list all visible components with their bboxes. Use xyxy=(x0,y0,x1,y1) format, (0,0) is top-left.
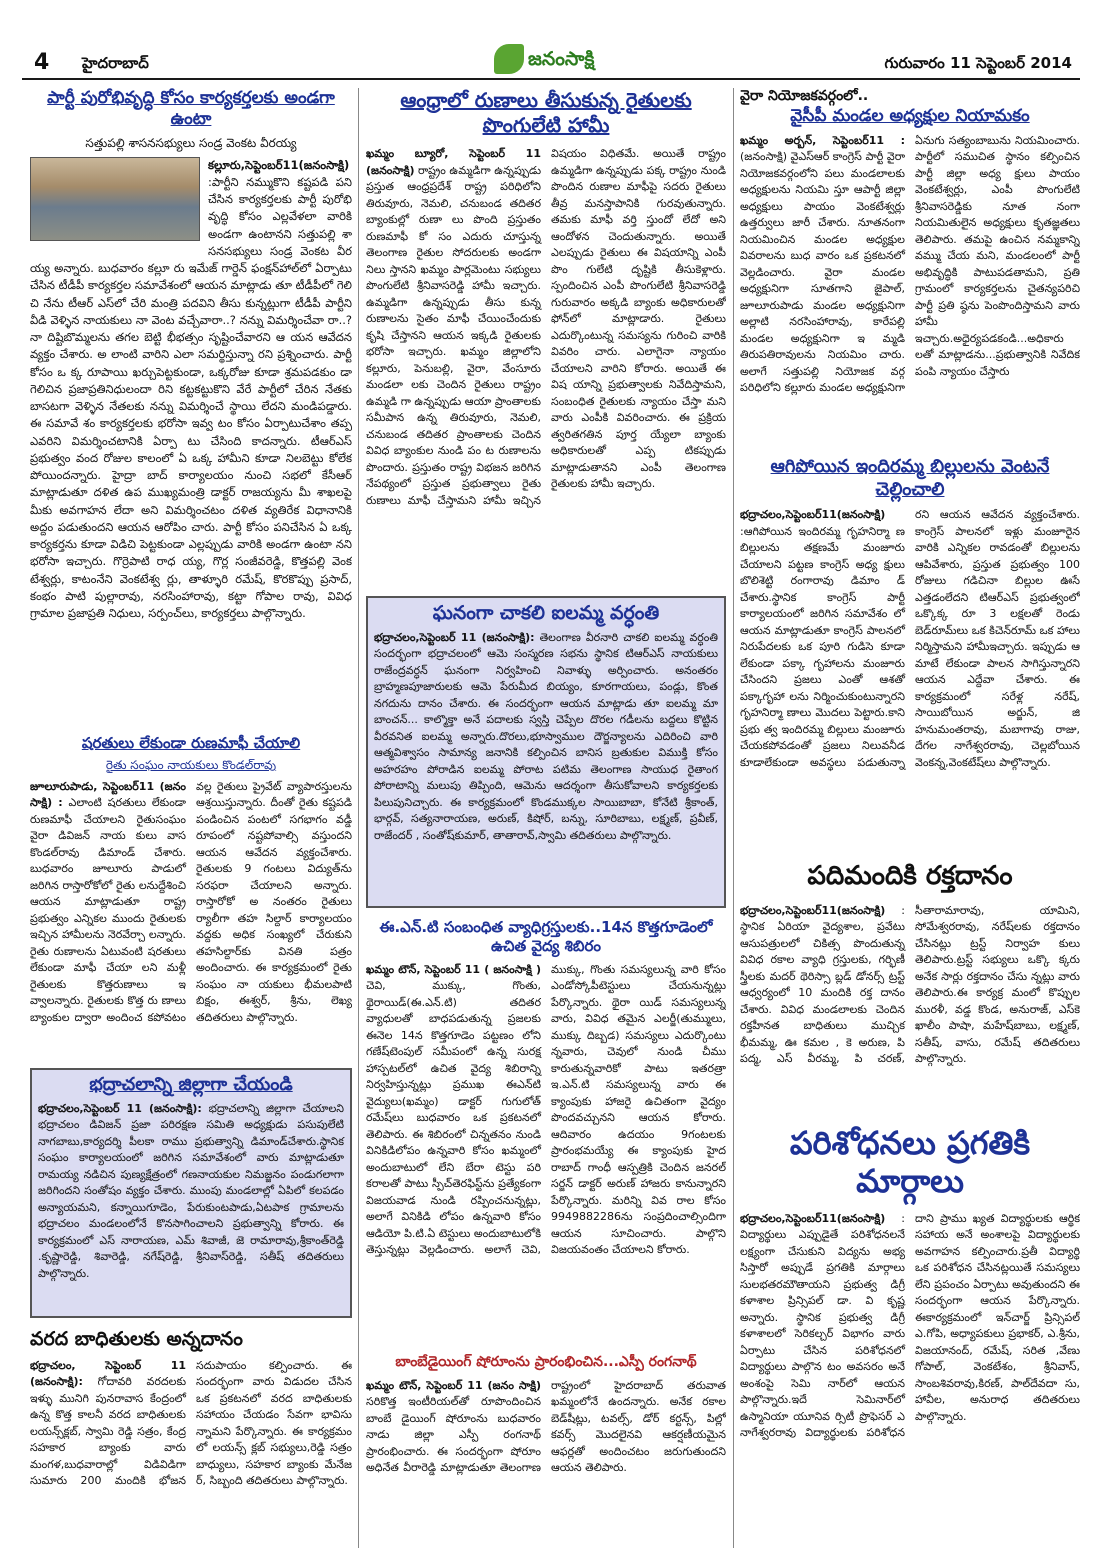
dateline: ఖమ్మం అర్బన్, సెప్టెంబర్11 : xyxy=(740,133,905,147)
page-number: 4 xyxy=(34,50,50,75)
dateline: ఖమ్మం టౌన్, సెప్టెంబర్ 11 ( జనంసాక్షి ) xyxy=(366,962,541,976)
dateline: కల్లూరు,సెప్టెంబర్11(జనంసాక్షి) xyxy=(208,157,350,172)
article-body: ఎలాంటి షరతులు లేకుండా రుణమాఫీ చేయాలని రైతుసంఘం వైరా డివిజన్ నాయ కులు వాస కొండల్‌రావు డిమాండ్ చేశారు. బుధవారం జూలూరు పాడులో జరిగిన రాస్తారోకోలో రైతు లనుద్దేశించి ఆయన మాట్లాడుతూ రాష్ట్ర ప్రభుత్వం ఎన్నికల ముందు రైతులకు ఇచ్చిన హామీలను నెరవేర్చా లన్నారు. రైతు రుణాలను ఏటువంటి షరతులు లేకుండా మాఫీ చేయా లని మళ్లీ రైతులకు కొత్తరుణాలు ఇ వ్వాలన్నారు. రైతులకు కొత్త రు ణాలు బ్యాంకుల ద్వారా అందించ కపోవటం వల్ల రైతులు ప్రైవేట్ వ్యాపారస్తులను ఆశ్రయిస్తున్నారు. దీంతో రైతు కష్టపడి పండించిన పంటలో సగభాగం వడ్డీ రూపంలో నష్టపోవాల్సి వస్తుందని ఆయన ఆవేదన వ్యక్తంచేశారు. రైతులకు 9 గంటలు విద్యుత్‌ను సరఫరా చేయాలని అన్నారు. రాస్తారోకో అ నంతరం రైతులు ర్యాలీగా తహ సిల్దార్ కార్యాలయం వద్దకు అధిక సంఖ్యలో చేరుకుని తహసిల్దార్‌కు వినతి పత్రం అందించారు. ఈ కార్యక్రమంలో రైతు సంఘం నా యకులు భీమలపాటి బిక్షం, ఈశ్వర్, శ్రీను, లెఖ్య తదితరులు పాల్గొన్నారు. xyxy=(30,779,352,1024)
subhead: రైతు సంఘం నాయకులు కొండల్‌రావు xyxy=(105,757,277,772)
headline: ఈ.ఎన్.టి సంబంధిత వ్యాధిగ్రస్తులకు..14న కొత్తగూడెంలో ఉచిత వైద్య శిబిరం xyxy=(379,918,713,955)
dateline: ఖమ్మం టౌన్, సెప్టెంబర్ 11 (జనం సాక్షి) xyxy=(366,1378,541,1392)
headline: వైసీపీ మండల అధ్యక్షుల నియామకం xyxy=(790,105,1030,126)
headline: షరతులు లేకుండా రుణమాఫీ చేయాలి xyxy=(81,734,301,752)
dateline: భద్రాచలం,సెప్టెంబర్11(జనంసాక్షి) xyxy=(740,1211,886,1225)
dateline: జూలూరుపాడు, సెప్టెంబర్11 (జనం సాక్షి) : xyxy=(30,779,186,810)
kicker: వైరా నియోజకవర్గంలో.. xyxy=(740,88,869,104)
logo xyxy=(494,42,594,76)
article-loan-waiver xyxy=(30,734,352,1054)
article-party-development xyxy=(30,88,352,718)
article-body: గోదావరి వరదలకు ఇళ్ళు మునిగి పునరావాస కేంద్రంలో ఉన్న కొత్త కాలనీ వరద బాధితులకు లయన్స్‌క్లబ్, స్వామి రెడ్డి సత్రం, కేంద్ర సహకార బ్యాంకు వారు మంగళ,బుధవారాల్లో విడివిడిగా సుమారు 200 మందికి భోజన సదుపాయం కల్పించారు. ఈ సందర్భంగా వారు విడుదల చేసిన ఒక ప్రకటనలో వరద బాధితులకు సహాయం చేయడం సేవగా భావిసు న్నామని పేర్కొన్నారు. ఈ కార్యక్రమం లో లయన్స్ క్లబ్ సభ్యులు,రెడ్డి సత్రం బాధ్యులు, సహకార బ్యాంకు మేనేజ ర్, సిబ్బంది తదితరులు పాల్గొన్నారు. xyxy=(30,1358,352,1488)
article-bombay-dyeing xyxy=(366,1354,726,1550)
dateline: భద్రాచలం,సెప్టెంబర్ 11 (జనంసాక్షి): xyxy=(38,1101,202,1115)
article-research xyxy=(740,1124,1080,1550)
article-flood-relief xyxy=(30,1328,352,1550)
article-bhadrachalam-district xyxy=(30,1068,352,1318)
dateline: ఖమ్మం బ్యూరో, సెప్టెంబర్ 11 (జనంసాక్షి) xyxy=(366,147,541,177)
column-divider xyxy=(733,88,734,1548)
article-body: (జనంసాక్షి) వైఎస్‌ఆర్ కాంగ్రెస్ పార్టీ వైరా నియోజకవర్గంలోని పలు మండలాలకు అధ్యక్షులను నియమి స్తూ ఆపార్టీ జిల్లా అధ్యక్షులు పాయం వెంకటేశ్వర్లు ఉత్తర్వులు జారీ చేశారు. నూతనంగా నియమించిన మండల అధ్యక్షుల వివరాలను బుధ వారం ఒక ప్రకటనలో వెల్లడించారు. వైరా మండల అధ్యక్షునిగా సూతగాని జైపాల్, జూలూరుపాడు మండల అధ్యక్షునిగా అల్లాటి నరసింహారావు, కారేపల్లి మండల అధ్యక్షునిగా ఇ మ్మడి తిరుపతిరావులను నియమిం చారు. అలాగే సత్తుపల్లి నియోజక వర్గ పరిధిలోని కల్లూరు మండల అధ్యక్షునిగా ఏనుగు సత్యంబాబును నియమించారు. పార్టీలో సముచిత స్థానం కల్పించిన పార్టీ జిల్లా అధ్య క్షులు పాయం వెంకటేశ్వర్లు, ఎంపీ పొంగులేటి శ్రీనివాసరెడ్డికు నూత నంగా నియమితులైన అధ్యక్షులు కృతజ్ఞతలు తెలిపారు. తమపై ఉంచిన నమ్మకాన్ని వమ్ము చేయ మని, మండలంలో పార్టీ అభివృద్ధికి పాటుపడతామని, ప్రతి గ్రామంలో కార్యకర్తలను చైతన్యపరిచి పార్టీ ప్రతి ష్ఠను పెంపొందిస్తామని వారు హామీ ఇచ్చారు.అధైర్యపడకండి...అధికారు లతో మాట్లాడను...ప్రభుత్వానికి నివేదిక పంపి న్యాయం చేస్తారు xyxy=(740,133,1080,395)
article-body: తెలంగాణ వీరనారి చాకలి ఐలమ్మ వర్ధంతి సందర్భంగా భద్రాచలంలో ఆమె సంస్మరణ సభను స్థానిక టిఆర్‌ఎస్ నాయకులు రాజేంద్రవర్ధన్ ఘనంగా నిర్వహించి నివాళ్ళు అర్పించారు. అనంతరం బ్రాహ్మణపూజారులకు ఆమె పేరుమీద బియ్యం, కూరగాయలు, పండ్లు, కొంత నగదును దానం చేశారు. ఈ సందర్భంగా ఆయన మాట్లాడు తూ ఐలమ్మ మా బాంచన్... కాల్మొక్తా అనే పదాలకు స్వస్తి చెప్పేల దొరల గడీలను బద్దలు కొట్టిన వీరవనిత ఐలమ్మ అన్నారు.దొరలు,భూస్వాముల దౌర్జన్యాలను ఎదిరించి వారి ఆత్మవిశ్వాసం సామాన్య జనానికి కల్పించిన బానిస బ్రతుకుల విముక్తి కోసం అహరహం పోరాడిన ఐలమ్మ పోరాట పటిమ తెలంగాణ సాయుధ రైతాంగ పోరాటాన్ని మలుపు తిప్పింది, ఆమెను ఆదర్శంగా తీసుకోవాలని కార్యకర్తలకు పిలుపునిచ్చారు. ఈ కార్యక్రమంలో కొండముక్కల సాయిబాబా, కోనేటి శ్రీకాంత్, భార్గవ్, సత్యనారాయణ, అరుణ్, కిషోర్, బన్ను, సూరిబాబు, లక్ష్మణ్, ప్రవీణ్, రాజేందర్ , సంతోష్‌కుమార్, తాతారావ్,స్వామి తదితరులు పాల్గొన్నారు. xyxy=(374,630,718,842)
headline: పదిమందికి రక్తదానం xyxy=(807,861,1013,891)
article-body: భద్రాచలాన్ని జిల్లాగా చేయాలని భద్రాచలం డివిజన్ ప్రజా పరిరక్షణ సమితి అధ్యక్షుడు పసుపులేటి నాగబాబు,కార్యదర్శి పీలకా రాము ప్రభుత్వాన్ని డిమాండ్‌చేశారు.స్థానిక సంఘం కార్యాలయంలో జరిగిన సమావేశంలో వారు మాట్లాడుతూ రామయ్య నడిచిన పుణ్యక్షేత్రంలో గణనాయకుల నిమజ్జనం పండుగలాగా జరిగిందని సంతోషం వ్యక్తం చేశారు. ముంపు మండలాల్లో ఏపిలో కలపడం అన్యాయమని, కన్నాయిగూడెం, పేరుకుంటపాడు,ఏటపాక గ్రామాలను భద్రాచలం మండలంలోనే కొనసాగించాలని ప్రభుత్వాన్ని కోరారు. ఈ కార్యక్రమంలో ఎస్ నారాయణ, ఎమ్ శివాజీ, జె రామారావు,శ్రీకాంత్‌రెడ్డి .కృష్ణారెడ్డి, శివారెడ్డి, నగేష్‌రెడ్డి, శ్రీనివాస్‌రెడ్డి, సతీష్ తదితరులు పాల్గొన్నారు. xyxy=(38,1101,344,1280)
masthead xyxy=(22,40,1080,80)
article-body: :పార్టీని నమ్ముకొని కష్టపడి పని చేసిన కార్యకర్తలకు పార్టీ పురోభి వృద్ధి కోసం ఎల్లవేళలా వారికి అండగా ఉంటానని సత్తుపల్లి శా సనసభ్యులు సండ్ర వెంకట వీర య్య అన్నారు. బుధవారం కల్లూ రు ఇమేజ్ గార్డెన్ ఫంక్షన్‌హాల్‌లో ఏర్పాటు చేసిన టీడీపీ కార్యకర్తల సమావేశంలో ఆయన మాట్లాడు తూ టీడీపీలో గెలి చి నేను టీఆర్ ఎస్‌లో చేరి మంత్రి పదవిని తీసు కున్నట్లుగా టీడీపీ పార్టీని వీడి వెళ్ళిన నాయకులు నా వెంట వచ్చేవారా..? నన్ను విమర్శించేవా రా..? నా దిష్టిబొమ్మలను తగల బెట్టి భీభత్సం సృష్టించేవారని ఆ యన ఆవేదన వ్యక్తం చేశారు. అ లాంటి వారిని ఎలా సమర్థిస్తున్నా రని ప్రశ్నించారు. పార్టీ కోసం ఒ క్క రూపాయి ఖర్చుపెట్టకుండా, ఒక్కరోజు కూడా శ్రమపడకుం డా గెలిచిన ప్రజాప్రతినిధులందా రిని కట్టకట్టుకొని వేరే పార్టీలో చేరిన నేతకు బాసటగా వెళ్ళిన నేతలకు నన్ను విమర్శించే స్థాయి లేదని మండిపడ్డారు. ఈ సమావే శం కార్యకర్తలకు భరోసా ఇవ్వ టం కోసం ఏర్పాటుచేశాం తప్ప ఎవరిని విమర్శించటానికి ఏర్పా టు చేసింది కాదన్నారు. టీఆర్‌ఎస్ ప్రభుత్వం వంద రోజుల కాలంలో ఏ ఒక్క హామీని కూడా నిలబెట్టు కోలేక పోయిందన్నారు. హైద్రా బాద్ కార్యాలయం నుంచి సభలో కేసీఆర్ మాట్లాడుతూ దళిత ఉప ముఖ్యమంత్రి డాక్టర్ రాజయ్యను మీ శాఖలపై మీకు అవగాహన లేదా అని విమర్శించటం దళిత వ్యతిరేక విధానానికి అద్దం పడుతుందని ఆయన ఆరోపిం చారు. పార్టీ కోసం పనిచేసిన ఏ ఒక్క కార్యకర్తను కూడా విడిచి పెట్టకుండా ఎల్లప్పుడు వారికి అండగా ఉంటా నని భరోసా ఇచ్చారు. గొర్రెపాటి రాధ య్య, గొర్ల సంజీవరెడ్డి, కొత్తపల్లి వెంక టేశ్వర్లు, కాటంనేని వెంకటేశ్వ ర్లు, తాళ్ళూరి రమేష్, కొరకొప్పు ప్రసాద్, కంభం పాటి పుల్లారావు, నరసింహారావు, కట్టా గోపాల రావు, వివిధ గ్రామాల ప్రజాప్రతి నిధులు, సర్పంచ్‌లు, కార్యకర్తలు పాల్గొన్నారు. xyxy=(30,174,352,620)
article-body: సరికొత్త ఇంటీరియల్‌తో రూపొందించిన బాంబే డైయింగ్ షోరూంను బుధవారం నాడు జిల్లా ఎస్పీ రంగనాథ్ ప్రారంభించారు. ఈ సందర్భంగా షోరూం అధినేత వీరారెడ్డి మాట్లాడుతూ తెలంగాణ రాష్ట్రంలో హైదరాబాద్ తరువాత ఖమ్మంలోనే ఉందన్నారు. అనేక రకాల బెడ్‌షీట్లు, టవల్స్, డోర్ కర్టన్స్, పిల్లో కవర్స్ మొదలైనవి ఆకర్షణీయమైన ఆఫర్లతో అందించటం జరుగుతుందని ఆయన తెలిపారు. xyxy=(366,1378,726,1474)
dateline: భద్రాచలం,సెప్టెంబర్11(జనంసాక్షి) xyxy=(740,508,886,521)
article-indiramma xyxy=(740,456,1080,834)
headline: వరద బాధితులకు అన్నదానం xyxy=(30,1328,243,1350)
logo-text: జనంసాక్షి xyxy=(528,47,595,70)
headline: ఆంధ్రాలో రుణాలు తీసుకున్న రైతులకు పొంగులేటి హామీ xyxy=(400,88,692,137)
article-ponguleti xyxy=(366,88,726,588)
article-ent-camp xyxy=(366,918,726,1348)
article-body: రాష్ట్రం ఉమ్మడిగా ఉన్నప్పుడు ప్రస్తుత ఆంధ్రప్రదేశ్ రాష్ట్ర పరిధిలోని తిరువూరు, నెమలి, చనుబండ తదితర బ్యాంకుల్లో రుణా లు పొంది ప్రస్తుతం రుణమాఫీ కో సం ఎదురు చూస్తున్న తెలంగాణ రైతుల సోదరులకు అండగా నిలు స్తానని ఖమ్మం పార్లమెంటు సభ్యులు పొంగులేటి శ్రీనివాసరెడ్డి హామీ ఇచ్చారు. ఉమ్మడిగా ఉన్నప్పుడు తీసు కున్న రుణాలను సైతం మాఫీ చేయించేందుకు కృషి చేస్తానని ఆయన ఇక్కడి రైతులకు భరోసా ఇచ్చారు. ఖమ్మం జిల్లాలోని కల్లూరు, పెనుబల్లి, వైరా, వేంసూరు మండలా లకు చెందిన రైతులు రాష్ట్రం ఉమ్మడి గా ఉన్నప్పుడు ఆయా ప్రాంతాలకు సమీపాన ఉన్న తిరువూరు, నెమలి, చనుబండ తదితర ప్రాంతాలకు చెందిన వివిధ బ్యాంకుల నుండి పం ట రుణాలను పొందారు. ప్రస్తుతం రాష్ట్ర విభజన జరిగిన నేపథ్యంలో ప్రస్తుత ప్రభుత్వాలు రైతు రుణాలు మాఫీ చేస్తామని హామీ ఇచ్చిన విషయం విధితమే. అయితే రాష్ట్రం ఉమ్మడిగా ఉన్నప్పుడు పక్క రాష్ట్రం నుండి పొందిన రుణాల మాఫీపై సదరు రైతులు తీవ్ర మనస్తాపానికి గురవుతున్నారు. తమకు మాఫీ వర్తి స్తుందో లేదో అని ఆందోళన చెందుతున్నారు. అయితే ఎలప్పుడు రైతులు ఈ విషయాన్ని ఎంపీ పొం గులేటి దృష్టికి తీసుకెళ్లారు. స్పందించిన ఎంపీ పొంగులేటి శ్రీనివాసరెడ్డి గురువారం అక్కడి బ్యాంకు అధికారులతో ఫోన్‌లో మాట్లాడారు. రైతులు ఎదుర్కొంటున్న సమస్యను గురించి వారికి వివరిం చారు. ఎలాగైనా న్యాయం చేయాలని వారిని కోరారు. అయితే ఈ విష యాన్ని ప్రభుత్వాలకు నివేదిస్తామని, సంబంధిత రైతులకు న్యాయం చేస్తా మని వారు ఎంపీకి వివరించారు. ఈ ప్రక్రియ త్వరితగతిన పూర్త య్యేలా బ్యాంకు అధికారులతో ఎప్ప టికప్పుడు మాట్లాడుతానని ఎంపీ తెలంగాణ రైతులకు హామీ ఇచ్చారు. xyxy=(366,147,726,507)
article-ilamma xyxy=(366,596,726,908)
dateline: భద్రాచలం,సెప్టెంబర్11(జనంసాక్షి) xyxy=(740,903,886,917)
headline: బాంబేడైయింగ్ షోరూంను ప్రారంభించిన...ఎస్పీ రంగనాథ్ xyxy=(395,1354,697,1370)
article-ysrcp xyxy=(740,88,1080,446)
edition-city: హైదరాబాద్ xyxy=(82,54,149,72)
article-body: చెవి, ముక్కు, గొంతు, థైరాయిడ్(ఈ.ఎన్.టి) తదితర వ్యాధులతో బాధపడుతున్న ప్రజలకు ఈనెల 14న కొత్తగూడెం పట్టణం లోని గణేష్‌టెంపుల్ సమీపంలో ఉన్న సురక్ష హాస్పటల్‌లో ఉచిత వైద్య శిబిరాన్ని నిర్వహిస్తున్నట్లు ప్రముఖ ఈఎన్‌టి వైద్యులు(ఖమ్మం) డాక్టర్ గుగులోత్ రమేష్‌లు బుధవారం ఒక ప్రకటనలో తెలిపారు. ఈ శిబిరంలో చిన్నతనం నుండి వినికిడిలోపం ఉన్నవారి కోసం ఖమ్మంలో అందుబాటులో లేని బేరా టెస్టు పరి కరాలతో పాటు స్పీచ్‌తెరఫిస్ట్‌ను ప్రత్యేకంగా విజయవాడ నుండి రప్పించనున్నట్లు, అలాగే వినికిడి లోపం ఉన్నవారి కోసం ఆడియో పి.టి.ఏ టెస్టులు అందుబాటులోకి తెస్తున్నట్లు వెల్లడించారు. అలాగే చెవి, ముక్కు, గొంతు సమస్యలున్న వారి కోసం ఎండోస్కోపీటెస్టులు చేయనున్నట్లు పేర్కొన్నారు. థైరా యిడ్ సమస్యలున్న వారు, వివిధ తమైన ఎలర్జీ(తుమ్ములు, ముక్కు దిబ్బడ) సమస్యలు ఎదుర్కొంటు న్నవారు, చెవులో నుండి చీము కారుతున్నవారికో పాటు ఇతరత్రా ఇ.ఎన్.టి సమస్యలున్న వారు ఈ క్యాంపుకు హాజరై ఉచితంగా వైద్యం పొందవచ్చునని ఆయన కోరారు. ఆదివారం ఉదయం 9గంటలకు ప్రారంభమయ్యే ఈ క్యాంపుకు హైద రాబాద్ గాంధీ ఆస్పత్రికి చెందిన జనరల్ సర్జన్ డాక్టర్ అరుణ్ హాజరు కానున్నారని పేర్కొన్నారు. మరిన్ని వివ రాల కోసం 9949882286ను సంప్రదించాల్సిందిగా ఆయన సూచించారు. పాల్గొని విజయవంతం చేయాలని కోరారు. xyxy=(366,962,726,1256)
issue-date: గురువారం 11 సెప్టెంబర్ 2014 xyxy=(884,54,1072,72)
headline: భద్రాచలాన్ని జిల్లాగా చేయండి xyxy=(89,1074,293,1095)
leaf-logo-icon xyxy=(494,44,524,74)
article-body: :ఆగిపోయిన ఇందిరమ్మ గృహనిర్మా ణ బిల్లులను తక్షణమే మంజూరు చేయాలని పట్టణ కాంగ్రెస్ అధ్య క్షులు బొలిశెట్టి రంగారావు డిమాం డ్ చేశారు.స్థానిక కాంగ్రెస్ పార్టీ కార్యాలయంలో జరిగిన సమావేశం లో ఆయన మాట్లాడుతూ కాంగ్రెస్ పాలనలో నిరుపేదలకు ఒక పూరి గుడిసె కూడా లేకుండా పక్కా గృహాలను మంజూరు చేసిందని ప్రజలు ఎంతో ఆశతో పక్కాగృహా లను నిర్మించుకుంటున్నారని గృహనిర్మా ణాలు మొదలు పెట్టారు.కాని ప్రభు త్వ ఇందిరమ్మ బిల్లులు మంజూరు చేయకపోవడంతో ప్రజలు నిలువనీడ కూడాలేకుండా అవస్థలు పడుతున్నా రని ఆయన ఆవేదన వ్యక్తంచేశారు. కాంగ్రెస్ పాలనలో ఇళ్లు మంజూరైన వారికి ఎన్నికల రావడంతో బిల్లులను ఆపివేశారు, ప్రస్తుత ప్రభుత్వం 100 రోజులు గడిచినా బిల్లుల ఊసే ఎత్తడంలేదని టిఆర్‌ఎస్ ప్రభుత్వంలో ఒక్కొక్క రూ 3 లక్షలతో రెండు బెడ్‌రూమ్‌లు ఒక కిచెన్‌రూమ్ ఒక హాలు నిర్మిస్తామని హామీఇచ్చారు. ఇప్పుడు ఆ మాటే లేకుండా పాలన సాగిస్తున్నారని ఆయన ఎద్దేవా చేశారు. ఈ కార్యక్రమంలో సరేళ్ల నరేష్, సాయిబోయిన అర్జున్, జి హనుమంతరావు, మబాగావు రాజు, దేగల నాగేశ్వరరావు, చెల్లబోయిన వెంకన్న,వెంకటేష్‌లు పాల్గొన్నారు. xyxy=(740,508,1080,769)
dateline: భద్రాచలం,సెప్టెంబర్ 11 (జనంసాక్షి): xyxy=(374,630,535,644)
headline: ఆగిపోయిన ఇందిరమ్మ బిల్లులను వెంటనే చెల్లించాలి xyxy=(770,456,1050,500)
news-photo xyxy=(30,157,200,241)
dateline: భద్రాచలం, సెప్టెంబర్ 11 (జనంసాక్షి): xyxy=(30,1358,186,1389)
column-divider xyxy=(358,88,359,1548)
headline: పార్టీ పురోభివృద్ధి కోసం కార్యకర్తలకు అండగా ఉంటా xyxy=(47,88,335,130)
subhead: సత్తుపల్లి శాసనసభ్యులు సండ్ర వెంకట వీరయ్య xyxy=(85,135,297,150)
article-body: : స్థానిక ఏరియా వైద్యశాల, ప్రవేటు ఆసుపత్రులలో చికిత్స పొందుతున్న వివిధ రకాల వ్యాధి గ్రస్తులకు, గర్భిణీ స్త్రీలకు మదర్ థెరిస్సా బ్లడ్ డోనర్స్ ట్రస్ట్ ఆధ్వర్యంలో 10 మందికి రక్త దానం చేశారు. వివిధ మండలాలకు చెందిన రక్తహీనత బాధితులు ముచ్చిక భీమమ్మ, ఊ కమల , కె అరుణ, పి పద్మ, ఎస్ వీరమ్మ, పి చరణ్, సీతారామారావు, యామిని, సోమేశ్వరరావు, నరేష్‌లకు రక్తదానం చేసినట్లు ట్రస్ట్ నిర్వాహ కులు తెలిపారు.ట్రస్ట్ సభ్యులు ఒక్కొ క్కరు అనేక సార్లు రక్తదానం చేసు న్నట్లు వారు తెలిపారు.ఈ కార్యక్ర మంలో కొప్పుల మురళీ, వడ్డ కొండ, అనురాజ్, ఎస్‌కె ఖాలీం పాషా, మహేష్‌బాబు, లక్ష్మణ్, సతీష్, వాసు, రమేష్ తదితరులు పాల్గొన్నారు. xyxy=(740,903,1080,1065)
headline: పరిశోధనలు ప్రగతికి మార్గాలు xyxy=(789,1124,1031,1201)
article-blood-donation xyxy=(740,860,1080,1110)
headline: ఘనంగా చాకలి ఐలమ్మ వర్ధంతి xyxy=(432,602,660,624)
article-body: : విద్యార్థులు ఎప్పుడైతే పరిశోధనలనే లక్ష్యంగా చేసుకుని విద్యను అభ్య సిస్తారో అప్పుడే ప్రగతికి మార్గాలు సులభతరమౌతాయని ప్రభుత్వ డిగ్రీ కళాశాల ప్రిన్సిపల్ డా. వి కృష్ణ అన్నారు. స్థానిక ప్రభుత్వ డిగ్రీ కళాశాలలో సెరికల్చర్ విభాగం వారు ఏర్పాటు చేసిన పరిశోధనలో విద్యార్థులు పాల్గొన టం అవసరం అనే అంశంపై సెమి నార్‌లో ఆయన పాల్గొన్నారు.ఇదే సెమినార్‌లో ఉస్మానియా యూనివ ర్సిటీ ప్రొఫెసర్ ఎ నాగేశ్వరరావు విద్యార్థులకు పరిశోధన దాని ప్రాము ఖ్యత విద్యార్థులకు ఆర్థిక సహాయ అనే అంశాలపై విద్యార్థులకు అవగాహన కల్పించారు.ప్రతీ విద్యార్థి ఒక పరిశోధన చేసినట్లయితే సమస్యలు లేని ప్రపంచం ఏర్పాటు అవుతుందని ఈ సందర్భంగా ఆయన పేర్కొన్నారు. ఈకార్యక్రమంలో ఇన్‌చార్జ్ ప్రిన్సిపల్ ఎ.గోపి, అధ్యాపకులు ప్రభాకర్, ఎ.శ్రీను, విజయానంద్, రమేష్, సరిత ,వేణు గోపాల్, వెంకటేశం, శ్రీనివాస్, సాంబశివరావు,కిరణ్, పాల్‌దేవదా సు, హావీల, అనురాధ తదితరులు పాల్గొన్నారు. xyxy=(740,1211,1080,1440)
